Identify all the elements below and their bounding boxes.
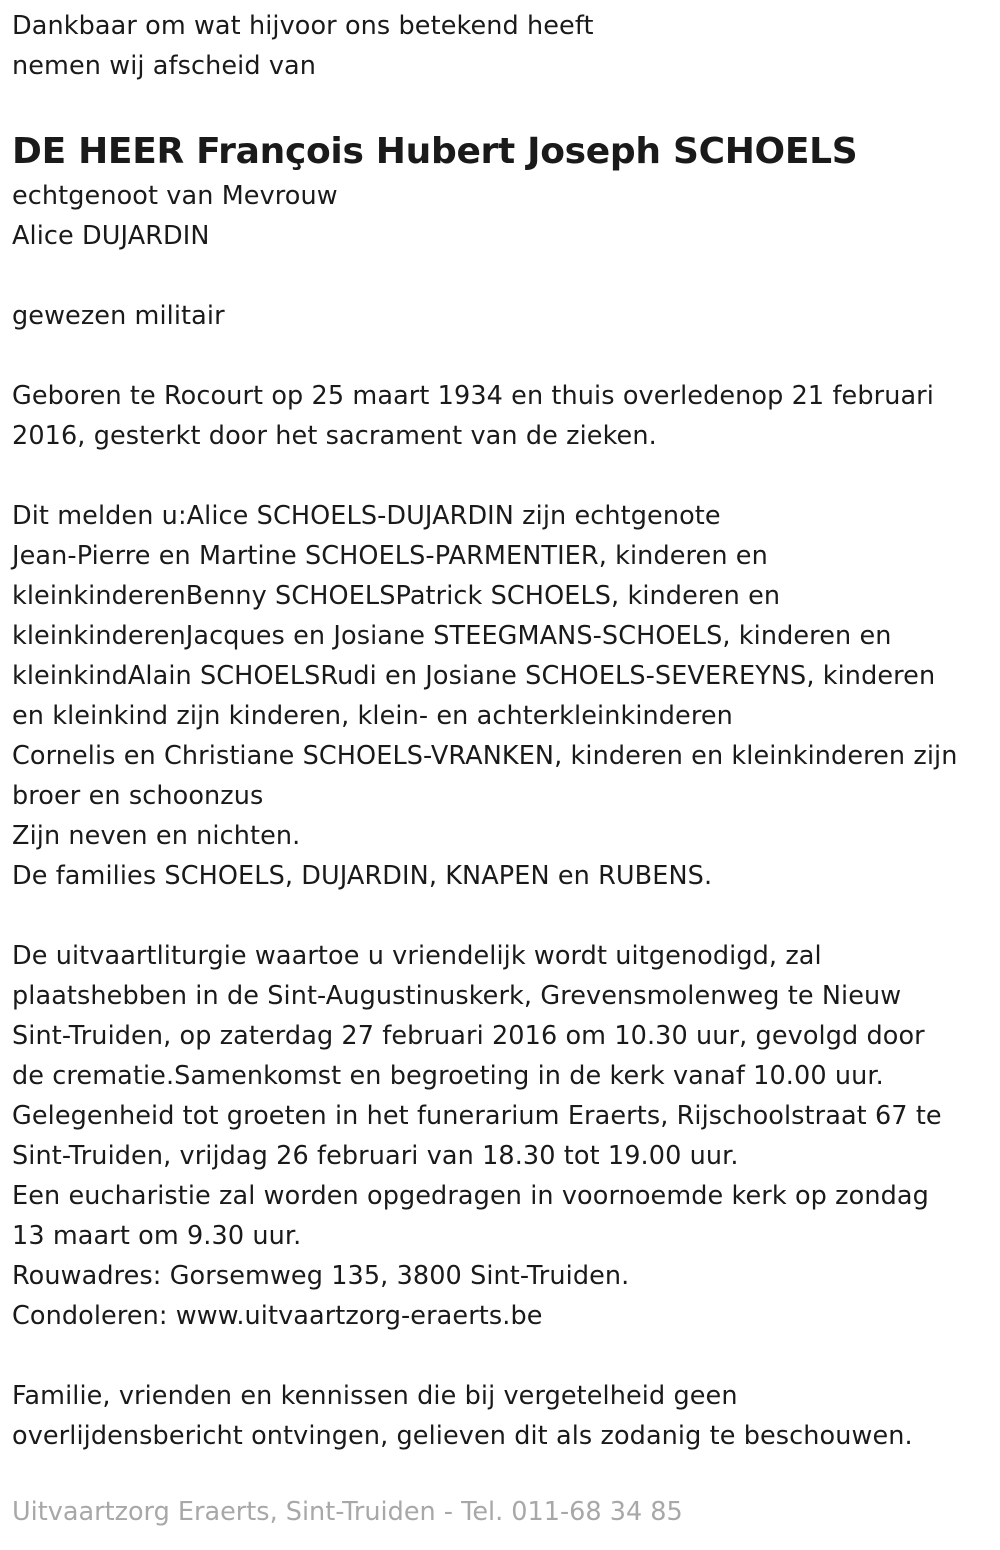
announcer-line: en kleinkind zijn kinderen, klein- en achterkleinkinderen — [12, 701, 733, 731]
announcers-section — [12, 496, 992, 896]
ceremony-section — [12, 936, 992, 1336]
birth-death-line: Geboren te Rocourt op 25 maart 1934 en thuis overledenop 21 februari — [12, 381, 934, 411]
intro-section — [12, 6, 992, 86]
ceremony-line: Sint-Truiden, op zaterdag 27 februari 2016 om 10.30 uur, gevolgd door — [12, 1021, 925, 1051]
obituary-notice — [12, 6, 992, 1456]
ceremony-line: Gelegenheid tot groeten in het funerarium Eraerts, Rijschoolstraat 67 te — [12, 1101, 942, 1131]
ceremony-line: Rouwadres: Gorsemweg 135, 3800 Sint-Truiden. — [12, 1261, 630, 1291]
ceremony-line: de crematie.Samenkomst en begroeting in de kerk vanaf 10.00 uur. — [12, 1061, 884, 1091]
birth-death-section — [12, 376, 992, 456]
intro-line: Dankbaar om wat hijvoor ons betekend heeft — [12, 11, 594, 41]
announcer-line: kleinkinderenBenny SCHOELSPatrick SCHOELS, kinderen en — [12, 581, 781, 611]
birth-death-line: 2016, gesterkt door het sacrament van de zieken. — [12, 421, 657, 451]
ceremony-line: Condoleren: www.uitvaartzorg-eraerts.be — [12, 1301, 543, 1331]
occupation: gewezen militair — [12, 301, 225, 331]
announcer-line: kleinkinderenJacques en Josiane STEEGMANS-SCHOELS, kinderen en — [12, 621, 892, 651]
closing-line: Familie, vrienden en kennissen die bij vergetelheid geen — [12, 1381, 738, 1411]
announcer-line: broer en schoonzus — [12, 781, 264, 811]
ceremony-line: 13 maart om 9.30 uur. — [12, 1221, 302, 1251]
closing-section — [12, 1376, 992, 1456]
spouse-section — [12, 176, 992, 256]
spouse-line: Alice DUJARDIN — [12, 221, 210, 251]
announcer-line: Dit melden u:Alice SCHOELS-DUJARDIN zijn echtgenote — [12, 501, 721, 531]
announcer-line: De families SCHOELS, DUJARDIN, KNAPEN en RUBENS. — [12, 861, 713, 891]
ceremony-line: Een eucharistie zal worden opgedragen in voornoemde kerk op zondag — [12, 1181, 929, 1211]
closing-line: overlijdensbericht ontvingen, gelieven dit als zodanig te beschouwen. — [12, 1421, 913, 1451]
deceased-name: DE HEER François Hubert Joseph SCHOELS — [12, 131, 858, 172]
announcer-line: kleinkindAlain SCHOELSRudi en Josiane SCHOELS-SEVEREYNS, kinderen — [12, 661, 936, 691]
announcer-line: Cornelis en Christiane SCHOELS-VRANKEN, kinderen en kleinkinderen zijn — [12, 741, 958, 771]
intro-line: nemen wij afscheid van — [12, 51, 316, 81]
ceremony-line: De uitvaartliturgie waartoe u vriendelijk wordt uitgenodigd, zal — [12, 941, 822, 971]
spouse-line: echtgenoot van Mevrouw — [12, 181, 338, 211]
funeral-home-footer: Uitvaartzorg Eraerts, Sint-Truiden - Tel. 011-68 34 85 — [12, 1497, 683, 1527]
announcer-line: Jean-Pierre en Martine SCHOELS-PARMENTIER, kinderen en — [12, 541, 768, 571]
announcer-line: Zijn neven en nichten. — [12, 821, 301, 851]
ceremony-line: plaatshebben in de Sint-Augustinuskerk, Grevensmolenweg te Nieuw — [12, 981, 902, 1011]
ceremony-line: Sint-Truiden, vrijdag 26 februari van 18.30 tot 19.00 uur. — [12, 1141, 739, 1171]
